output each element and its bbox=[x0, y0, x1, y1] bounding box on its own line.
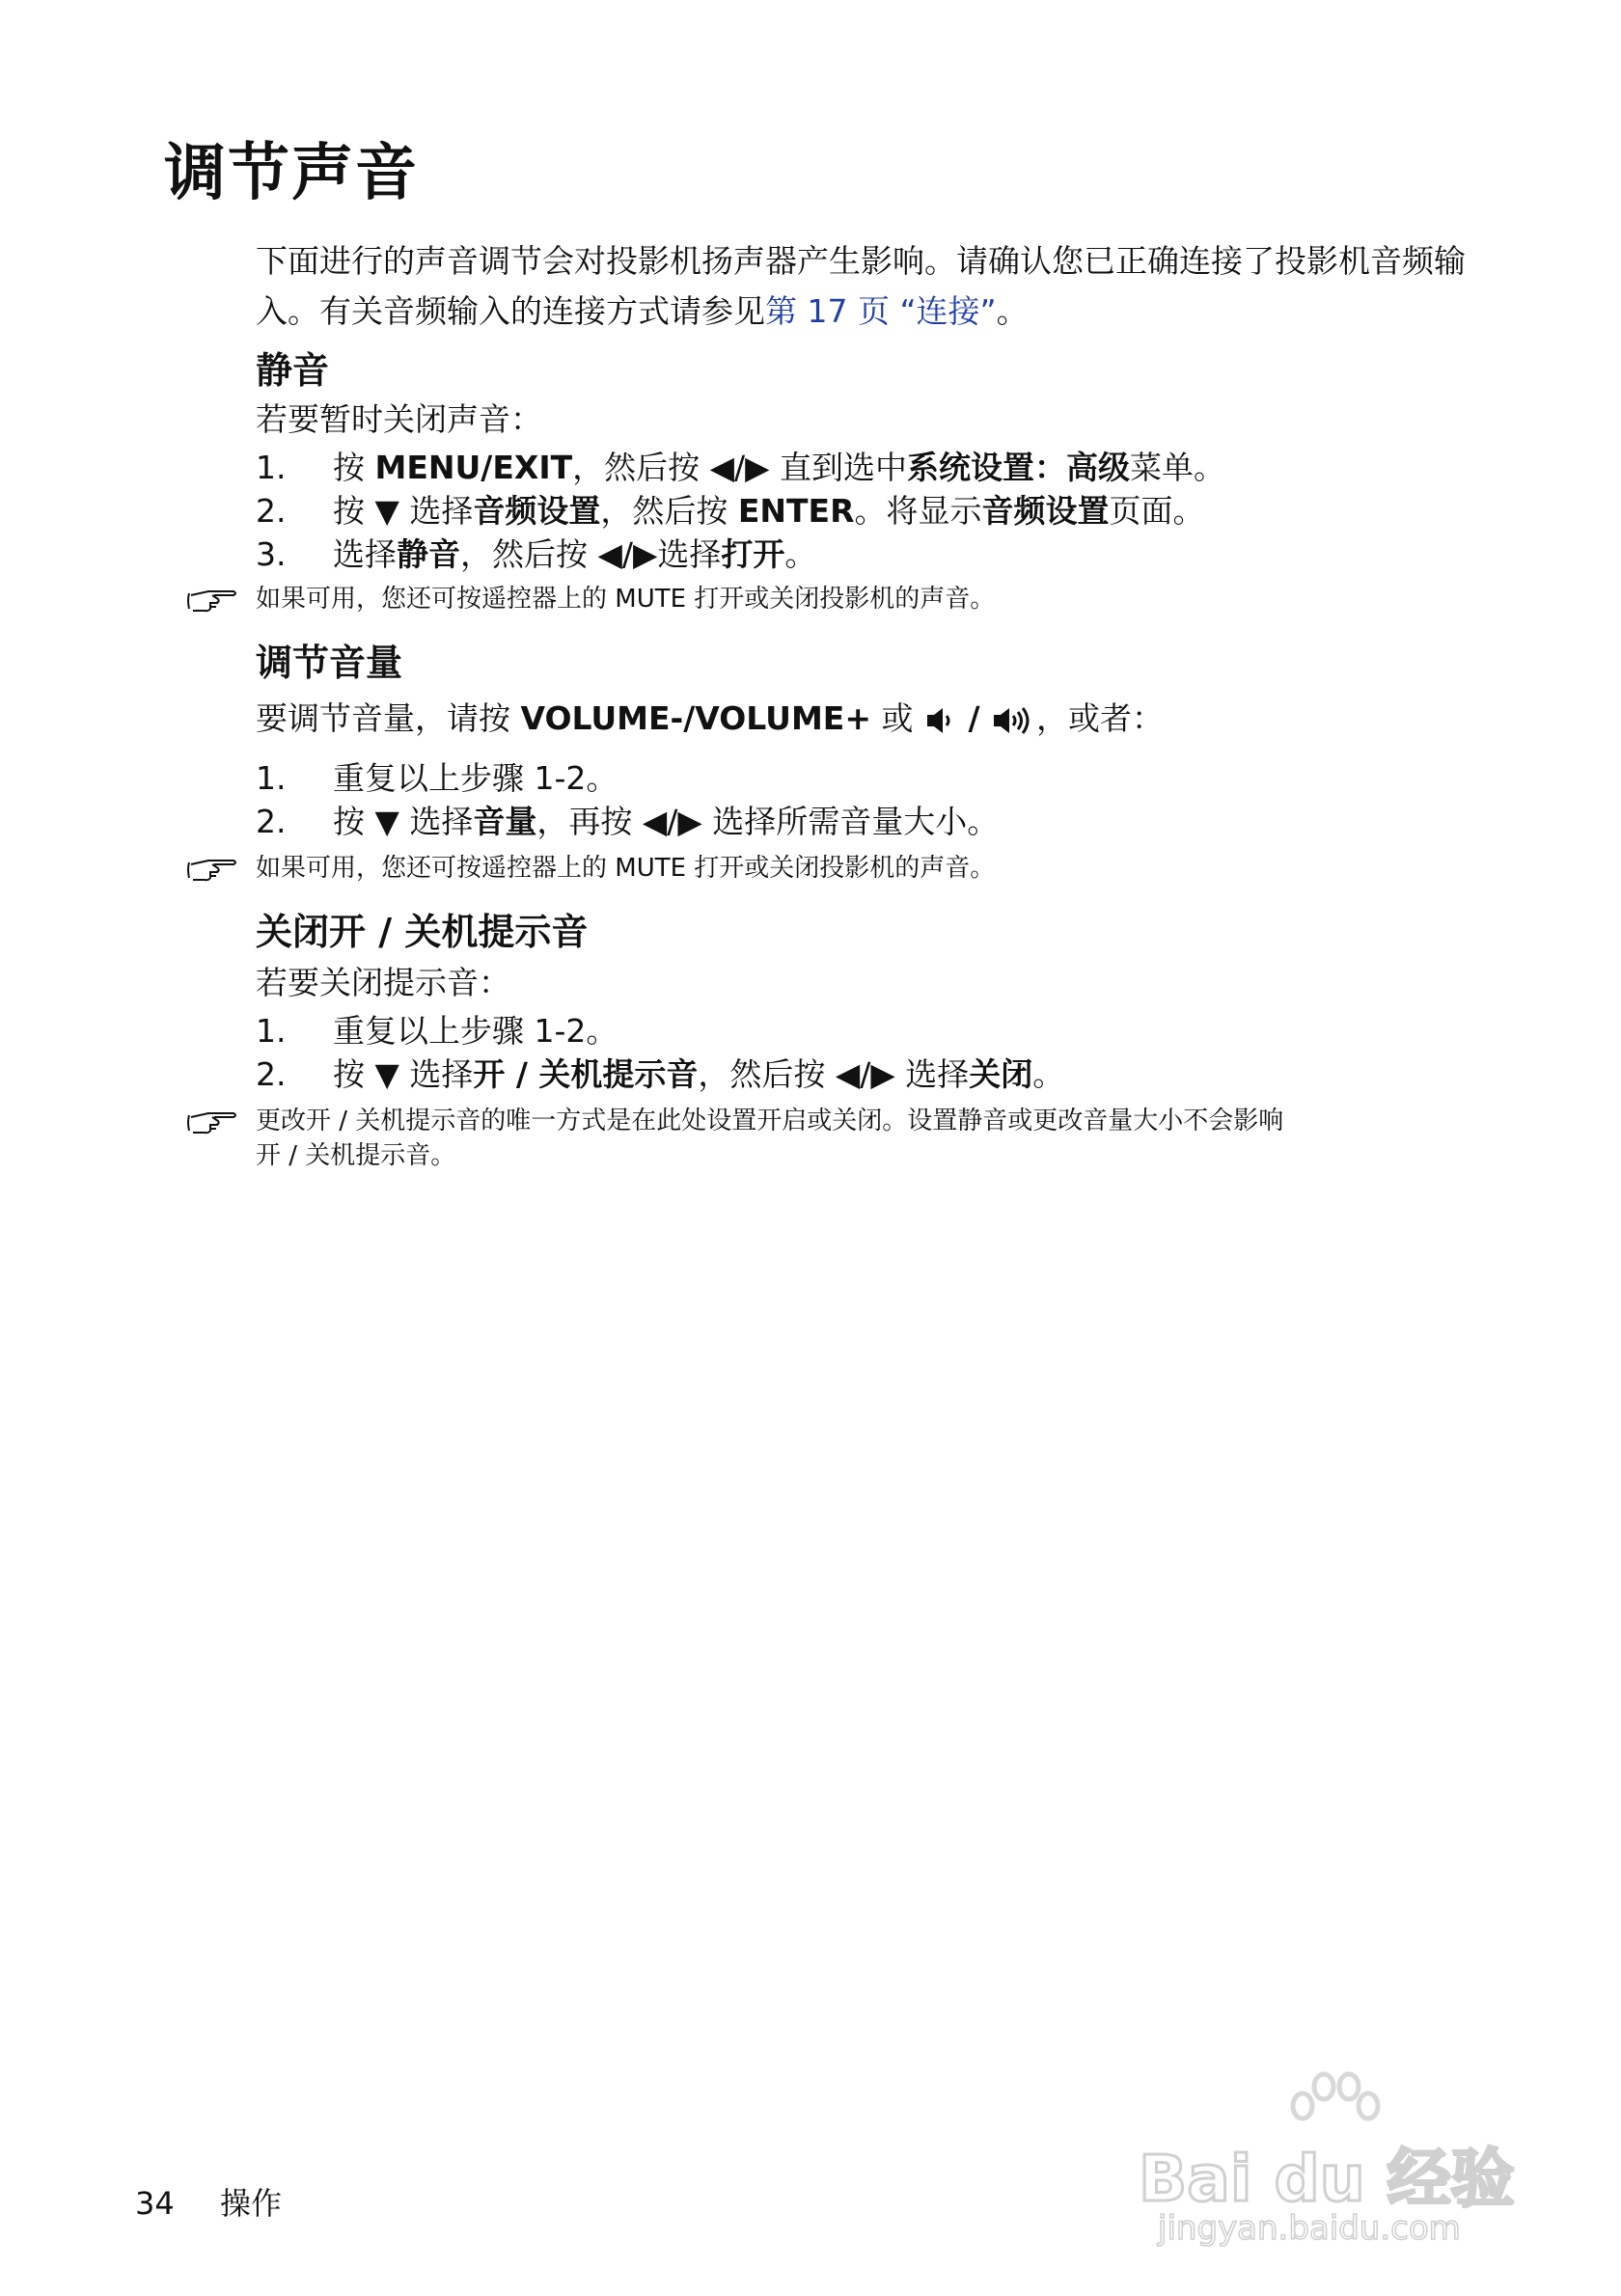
mute-step-2 bbox=[256, 492, 1205, 530]
connection-link[interactable]: 第 17 页 “连接” bbox=[765, 292, 997, 330]
volume-lead bbox=[256, 699, 1165, 737]
step-text: ，然后按 ◀/▶选择 bbox=[460, 535, 722, 573]
beep-lead: 若要关闭提示音： bbox=[256, 964, 510, 1001]
step-menu: 打开 bbox=[721, 535, 785, 573]
volume-step-1 bbox=[256, 759, 618, 797]
intro-text: 下面进行的声音调节会对投影机扬声器产生影响。请确认您已正确连接了投影机音频输入。有关音频输入的连接方式请参见 bbox=[256, 242, 1466, 330]
step-text: 按 ▼ 选择 bbox=[333, 803, 474, 840]
volume-keys: VOLUME-/VOLUME+ bbox=[520, 699, 871, 737]
hand-pointer-icon bbox=[185, 855, 239, 884]
step-menu: 系统设置：高级 bbox=[906, 449, 1130, 486]
step-text: 重复以上步骤 1-2。 bbox=[333, 759, 618, 797]
step-text: 页面。 bbox=[1109, 492, 1205, 530]
mute-lead: 若要暂时关闭声音： bbox=[256, 400, 542, 438]
step-menu: 关闭 bbox=[969, 1055, 1033, 1093]
step-menu: 静音 bbox=[397, 535, 460, 573]
step-number: 3. bbox=[256, 535, 287, 573]
step-menu: 音频设置 bbox=[473, 492, 601, 530]
page-number: 34 bbox=[135, 2185, 175, 2222]
lead-text: 或 bbox=[870, 699, 923, 737]
step-menu: 音频设置 bbox=[981, 492, 1110, 530]
section-heading-beep: 关闭开 / 关机提示音 bbox=[256, 911, 589, 953]
intro-text-end: 。 bbox=[996, 292, 1029, 330]
step-text: 选择 bbox=[333, 535, 397, 573]
speaker-low-icon bbox=[923, 704, 958, 737]
step-number: 2. bbox=[256, 803, 287, 840]
beep-step-2 bbox=[256, 1055, 1065, 1093]
step-key: ENTER bbox=[737, 492, 855, 530]
section-heading-mute: 静音 bbox=[256, 349, 330, 392]
hand-pointer-icon bbox=[185, 1107, 239, 1136]
step-text: 按 ▼ 选择 bbox=[333, 1055, 474, 1093]
volume-step-2 bbox=[256, 803, 1000, 840]
section-heading-volume: 调节音量 bbox=[256, 642, 403, 684]
intro-paragraph bbox=[256, 236, 1471, 337]
step-number: 1. bbox=[256, 1012, 287, 1050]
note-line: 开 / 关机提示音。 bbox=[256, 1141, 456, 1170]
step-number: 2. bbox=[256, 492, 287, 530]
mute-note: 如果可用，您还可按遥控器上的 MUTE 打开或关闭投影机的声音。 bbox=[256, 585, 996, 614]
step-key: MENU/EXIT bbox=[374, 449, 573, 486]
beep-note bbox=[256, 1104, 1283, 1173]
note-line: 更改开 / 关机提示音的唯一方式是在此处设置开启或关闭。设置静音或更改音量大小不会影响 bbox=[256, 1107, 1284, 1135]
step-text: 按 ▼ 选择 bbox=[333, 492, 474, 530]
step-text: ，然后按 ◀/▶ 选择 bbox=[698, 1055, 970, 1093]
step-text: 按 bbox=[333, 449, 375, 486]
hand-pointer-icon bbox=[185, 586, 239, 615]
step-text: 菜单。 bbox=[1129, 449, 1225, 486]
watermark-url: jingyan.baidu.com bbox=[1158, 2209, 1461, 2248]
step-text: ，再按 ◀/▶ 选择所需音量大小。 bbox=[536, 803, 1000, 840]
step-text: 。 bbox=[1032, 1055, 1065, 1093]
step-text: 。将显示 bbox=[854, 492, 982, 530]
step-number: 1. bbox=[256, 759, 287, 797]
step-menu: 开 / 关机提示音 bbox=[473, 1055, 699, 1093]
step-text: 重复以上步骤 1-2。 bbox=[333, 1012, 618, 1050]
step-text: ，然后按 bbox=[600, 492, 738, 530]
section-name: 操作 bbox=[220, 2185, 283, 2222]
lead-text: ，或者： bbox=[1036, 699, 1165, 737]
step-text: 。 bbox=[784, 535, 817, 573]
beep-step-1 bbox=[256, 1012, 618, 1050]
baidu-watermark bbox=[1139, 2069, 1544, 2253]
speaker-high-icon bbox=[990, 704, 1036, 737]
lead-text: 要调节音量，请按 bbox=[256, 699, 521, 737]
step-number: 1. bbox=[256, 449, 287, 486]
page-title: 调节声音 bbox=[164, 138, 419, 209]
mute-step-3 bbox=[256, 535, 817, 573]
volume-note: 如果可用，您还可按遥控器上的 MUTE 打开或关闭投影机的声音。 bbox=[256, 854, 996, 883]
lead-slash: / bbox=[968, 699, 980, 737]
mute-step-1 bbox=[256, 449, 1225, 486]
watermark-brand: Bai du 经验 bbox=[1139, 2142, 1515, 2216]
step-number: 2. bbox=[256, 1055, 287, 1093]
step-menu: 音量 bbox=[473, 803, 537, 840]
step-text: ，然后按 ◀/▶ 直到选中 bbox=[572, 449, 907, 486]
